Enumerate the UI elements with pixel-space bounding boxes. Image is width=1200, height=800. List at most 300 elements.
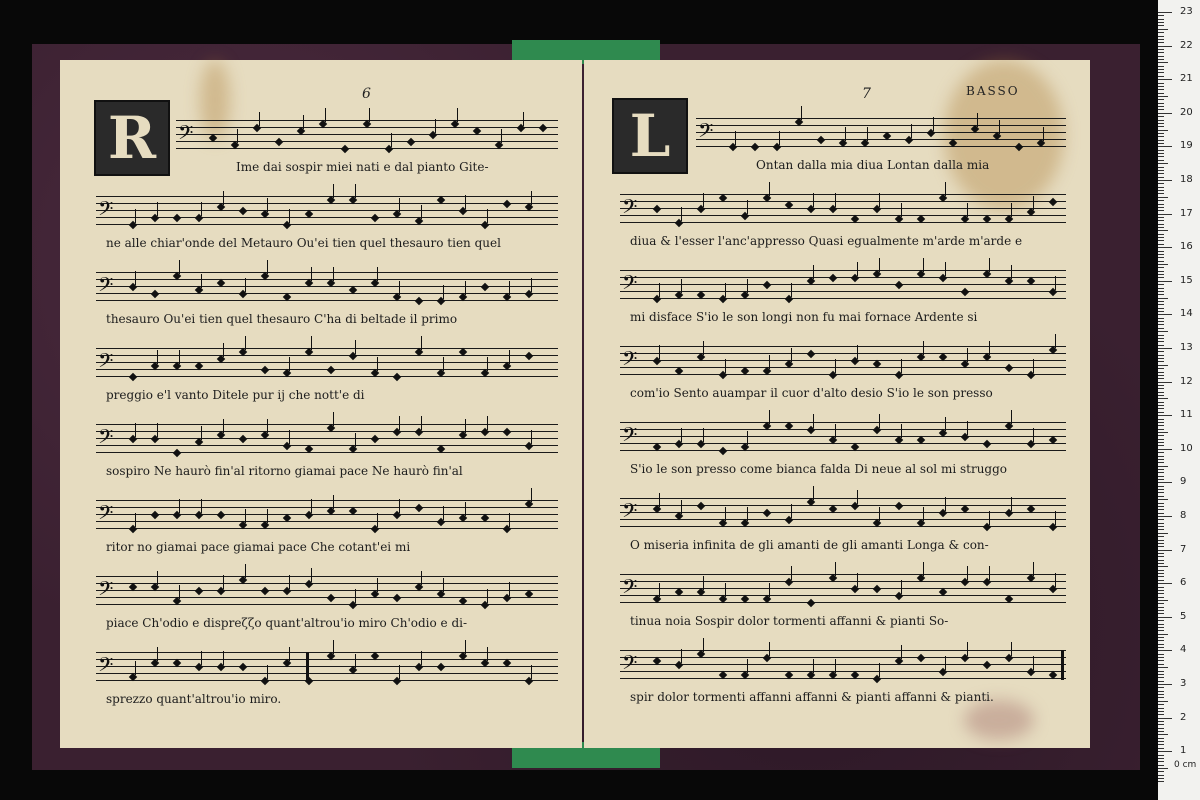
note-stem — [487, 416, 488, 430]
ruler-minor-tick — [1158, 543, 1164, 544]
note-stem — [377, 357, 378, 371]
note-stem — [369, 108, 370, 122]
ruler-number: 12 — [1180, 375, 1193, 387]
music-note — [173, 213, 181, 221]
ruler-number: 20 — [1180, 106, 1193, 118]
ruler-minor-tick — [1158, 708, 1164, 709]
ruler-tick — [1158, 12, 1172, 13]
ruler-minor-tick — [1158, 308, 1164, 309]
note-stem — [813, 659, 814, 673]
note-stem — [747, 200, 748, 214]
ruler-minor-tick — [1158, 741, 1164, 742]
ruler-tick — [1158, 113, 1172, 114]
staff-line — [96, 666, 558, 667]
note-stem — [355, 184, 356, 198]
music-note — [917, 653, 925, 661]
note-stem — [879, 414, 880, 428]
clef-sign: 𝄢 — [98, 273, 114, 301]
ruler-minor-tick — [1158, 435, 1164, 436]
note-stem — [1033, 562, 1034, 576]
ruler-minor-tick — [1158, 674, 1164, 675]
note-stem — [801, 106, 802, 120]
note-stem — [465, 281, 466, 295]
note-stem — [237, 129, 238, 143]
note-stem — [945, 262, 946, 276]
music-note — [217, 510, 225, 518]
music-note — [895, 501, 903, 509]
ruler-minor-tick — [1158, 721, 1164, 722]
ruler-minor-tick — [1158, 254, 1164, 255]
ruler-minor-tick — [1158, 351, 1164, 352]
note-stem — [531, 191, 532, 205]
music-note — [393, 593, 401, 601]
music-staff — [620, 574, 1066, 604]
staff-line — [620, 443, 1066, 444]
music-staff — [96, 424, 558, 454]
note-stem — [923, 258, 924, 272]
note-stem — [443, 578, 444, 592]
note-stem — [311, 568, 312, 582]
ruler-minor-tick — [1158, 93, 1164, 94]
ruler-minor-tick — [1158, 573, 1164, 574]
ruler-minor-tick — [1158, 29, 1168, 30]
note-stem — [835, 562, 836, 576]
staff-line — [620, 367, 1066, 368]
music-note — [415, 503, 423, 511]
lyric-line: spir dolor tormenti affanni affanni & pianti affanni & pianti. — [630, 690, 994, 704]
ruler-minor-tick — [1158, 106, 1164, 107]
note-stem — [201, 202, 202, 216]
note-stem — [735, 131, 736, 145]
ruler-minor-tick — [1158, 42, 1164, 43]
ruler-minor-tick — [1158, 781, 1164, 782]
note-stem — [399, 416, 400, 430]
left-page — [60, 60, 582, 748]
ruler-minor-tick — [1158, 560, 1164, 561]
staff-line — [696, 125, 1066, 126]
clef-sign: 𝄢 — [622, 499, 638, 527]
ruler-minor-tick — [1158, 691, 1164, 692]
note-stem — [487, 357, 488, 371]
ruler-minor-tick — [1158, 62, 1168, 63]
ruler-minor-tick — [1158, 116, 1164, 117]
note-stem — [311, 336, 312, 350]
ruler-minor-tick — [1158, 89, 1164, 90]
decorated-initial: R — [94, 100, 170, 176]
ruler-minor-tick — [1158, 240, 1164, 241]
note-stem — [1011, 410, 1012, 424]
ruler-tick — [1158, 79, 1172, 80]
staff-line — [96, 680, 558, 681]
ruler-number: 19 — [1180, 140, 1193, 152]
ruler-minor-tick — [1158, 469, 1164, 470]
ruler-minor-tick — [1158, 153, 1164, 154]
ruler-minor-tick — [1158, 445, 1164, 446]
ruler-minor-tick — [1158, 375, 1164, 376]
music-staff — [620, 498, 1066, 528]
ruler-minor-tick — [1158, 36, 1164, 37]
ruler-minor-tick — [1158, 546, 1164, 547]
ruler-minor-tick — [1158, 378, 1164, 379]
music-staff — [96, 500, 558, 530]
ruler-minor-tick — [1158, 576, 1164, 577]
note-stem — [769, 355, 770, 369]
note-stem — [377, 513, 378, 527]
ruler-tick — [1158, 348, 1172, 349]
ruler-minor-tick — [1158, 775, 1164, 776]
ruler-minor-tick — [1158, 368, 1164, 369]
staff-line — [620, 581, 1066, 582]
note-stem — [1011, 203, 1012, 217]
ruler-minor-tick — [1158, 503, 1164, 504]
ruler-minor-tick — [1158, 603, 1164, 604]
ruler-minor-tick — [1158, 496, 1164, 497]
staff-line — [620, 353, 1066, 354]
note-stem — [465, 640, 466, 654]
ruler-minor-tick — [1158, 251, 1164, 252]
lyric-line: ne alle chiar'onde del Metauro Ou'ei tien quel thesauro tien quel — [106, 236, 501, 250]
note-stem — [399, 281, 400, 295]
staff-line — [96, 576, 558, 577]
music-note — [539, 123, 547, 131]
ruler-minor-tick — [1158, 140, 1164, 141]
note-stem — [399, 665, 400, 679]
ruler-minor-tick — [1158, 728, 1164, 729]
note-stem — [681, 207, 682, 221]
ruler-minor-tick — [1158, 123, 1164, 124]
ink-stain — [964, 700, 1034, 740]
ruler-minor-tick — [1158, 570, 1164, 571]
note-stem — [501, 129, 502, 143]
ruler-number: 5 — [1180, 610, 1187, 622]
staff-line — [96, 196, 558, 197]
ruler-minor-tick — [1158, 271, 1164, 272]
ruler-minor-tick — [1158, 486, 1164, 487]
staff-line — [96, 528, 558, 529]
lyric-line: com'io Sento auampar il cuor d'alto desio S'io le son presso — [630, 386, 993, 400]
ruler-minor-tick — [1158, 640, 1164, 641]
note-stem — [835, 659, 836, 673]
note-stem — [911, 124, 912, 138]
note-stem — [267, 665, 268, 679]
ruler-minor-tick — [1158, 566, 1168, 567]
music-note — [173, 448, 181, 456]
staff-line — [96, 362, 558, 363]
ruler-minor-tick — [1158, 637, 1164, 638]
clef-sign: 𝄢 — [98, 577, 114, 605]
note-stem — [659, 583, 660, 597]
ruler-number: 10 — [1180, 442, 1193, 454]
ruler-minor-tick — [1158, 341, 1164, 342]
music-note — [239, 434, 247, 442]
note-stem — [531, 665, 532, 679]
ruler-minor-tick — [1158, 56, 1164, 57]
note-stem — [1055, 511, 1056, 525]
staff-line — [620, 588, 1066, 589]
note-stem — [835, 424, 836, 438]
ruler-minor-tick — [1158, 758, 1164, 759]
note-stem — [989, 566, 990, 580]
note-stem — [487, 647, 488, 661]
ruler-minor-tick — [1158, 479, 1164, 480]
note-stem — [967, 203, 968, 217]
staff-line — [620, 650, 1066, 651]
note-stem — [845, 127, 846, 141]
ruler-tick — [1158, 516, 1172, 517]
note-stem — [703, 428, 704, 442]
ruler-tick — [1158, 684, 1172, 685]
note-stem — [391, 133, 392, 147]
note-stem — [1011, 497, 1012, 511]
note-stem — [435, 119, 436, 133]
ruler-minor-tick — [1158, 398, 1168, 399]
ruler-number: 21 — [1180, 73, 1193, 85]
note-stem — [421, 416, 422, 430]
music-note — [503, 199, 511, 207]
note-stem — [747, 507, 748, 521]
ruler-minor-tick — [1158, 647, 1164, 648]
ruler-minor-tick — [1158, 136, 1164, 137]
note-stem — [135, 423, 136, 437]
lyric-line: preggio e'l vanto Ditele pur ij che nott'e di — [106, 388, 365, 402]
staff-line — [620, 526, 1066, 527]
clef-sign: 𝄢 — [98, 501, 114, 529]
note-stem — [179, 260, 180, 274]
ruler-minor-tick — [1158, 412, 1164, 413]
ruler-number: 18 — [1180, 174, 1193, 185]
note-stem — [967, 642, 968, 656]
page-number: 7 — [862, 86, 871, 102]
note-stem — [933, 117, 934, 131]
ruler-tick — [1158, 650, 1172, 651]
music-note — [807, 598, 815, 606]
staff-line — [620, 360, 1066, 361]
ruler-minor-tick — [1158, 210, 1164, 211]
staff-line — [620, 194, 1066, 195]
ruler-tick — [1158, 214, 1172, 215]
note-stem — [659, 493, 660, 507]
note-stem — [967, 348, 968, 362]
note-stem — [923, 341, 924, 355]
note-stem — [223, 419, 224, 433]
music-note — [393, 372, 401, 380]
lyric-line: Ontan dalla mia diua Lontan dalla mia — [756, 158, 990, 172]
ruler-minor-tick — [1158, 103, 1164, 104]
note-stem — [813, 486, 814, 500]
ruler-minor-tick — [1158, 15, 1164, 16]
note-stem — [879, 193, 880, 207]
ruler-minor-tick — [1158, 277, 1164, 278]
note-stem — [487, 209, 488, 223]
ruler-minor-tick — [1158, 126, 1164, 127]
ruler-minor-tick — [1158, 227, 1164, 228]
ruler-minor-tick — [1158, 183, 1164, 184]
ruler-minor-tick — [1158, 540, 1164, 541]
ruler-minor-tick — [1158, 120, 1164, 121]
note-stem — [377, 267, 378, 281]
music-note — [719, 446, 727, 454]
note-stem — [681, 428, 682, 442]
note-stem — [1033, 656, 1034, 670]
ruler-minor-tick — [1158, 419, 1164, 420]
ruler-minor-tick — [1158, 422, 1164, 423]
ruler-minor-tick — [1158, 536, 1164, 537]
note-stem — [135, 513, 136, 527]
note-stem — [747, 279, 748, 293]
music-note — [525, 351, 533, 359]
note-stem — [1055, 276, 1056, 290]
ruler-minor-tick — [1158, 748, 1164, 749]
staff-line — [620, 678, 1066, 679]
note-stem — [443, 357, 444, 371]
part-name-header: BASSO — [966, 84, 1020, 98]
ruler-minor-tick — [1158, 150, 1164, 151]
note-stem — [1043, 127, 1044, 141]
note-stem — [333, 412, 334, 426]
note-stem — [945, 497, 946, 511]
ruler-minor-tick — [1158, 513, 1164, 514]
ruler-minor-tick — [1158, 442, 1164, 443]
note-stem — [1011, 265, 1012, 279]
staff-line — [620, 201, 1066, 202]
ruler-minor-tick — [1158, 324, 1164, 325]
ruler-minor-tick — [1158, 630, 1164, 631]
ruler-number: 7 — [1180, 543, 1187, 555]
note-stem — [157, 571, 158, 585]
note-stem — [999, 120, 1000, 134]
ruler-minor-tick — [1158, 667, 1168, 668]
ruler-minor-tick — [1158, 109, 1164, 110]
ruler-minor-tick — [1158, 701, 1168, 702]
ruler-minor-tick — [1158, 466, 1168, 467]
music-note — [807, 349, 815, 357]
ruler-minor-tick — [1158, 167, 1164, 168]
ruler-minor-tick — [1158, 711, 1164, 712]
ruler-minor-tick — [1158, 301, 1164, 302]
ruler-minor-tick — [1158, 563, 1164, 564]
ruler-number: 15 — [1180, 274, 1193, 286]
note-stem — [325, 108, 326, 122]
note-stem — [179, 499, 180, 513]
ruler-minor-tick — [1158, 533, 1168, 534]
note-stem — [791, 283, 792, 297]
ruler-minor-tick — [1158, 244, 1164, 245]
note-stem — [923, 562, 924, 576]
staff-line — [96, 507, 558, 508]
ruler-minor-tick — [1158, 432, 1168, 433]
ruler-minor-tick — [1158, 489, 1164, 490]
note-stem — [725, 359, 726, 373]
ruler-minor-tick — [1158, 291, 1164, 292]
music-note — [239, 206, 247, 214]
ruler-minor-tick — [1158, 597, 1164, 598]
note-stem — [725, 507, 726, 521]
note-stem — [509, 281, 510, 295]
note-stem — [703, 576, 704, 590]
note-stem — [923, 507, 924, 521]
music-note — [983, 660, 991, 668]
note-stem — [465, 419, 466, 433]
note-stem — [267, 260, 268, 274]
note-stem — [245, 509, 246, 523]
note-stem — [457, 108, 458, 122]
ruler-minor-tick — [1158, 523, 1164, 524]
clef-sign: 𝄢 — [98, 349, 114, 377]
note-stem — [769, 642, 770, 656]
ruler-minor-tick — [1158, 274, 1164, 275]
ruler-number: 13 — [1180, 342, 1193, 353]
staff-line — [620, 595, 1066, 596]
music-note — [873, 584, 881, 592]
ruler-minor-tick — [1158, 130, 1168, 131]
note-stem — [967, 421, 968, 435]
ruler-minor-tick — [1158, 529, 1164, 530]
note-stem — [157, 647, 158, 661]
music-staff — [620, 270, 1066, 300]
ruler-minor-tick — [1158, 288, 1164, 289]
note-stem — [857, 490, 858, 504]
ruler-minor-tick — [1158, 83, 1164, 84]
note-stem — [791, 348, 792, 362]
ruler-minor-tick — [1158, 190, 1164, 191]
ruler-minor-tick — [1158, 385, 1164, 386]
music-staff — [696, 118, 1066, 148]
staff-line — [620, 436, 1066, 437]
ruler-minor-tick — [1158, 697, 1164, 698]
staff-line — [620, 602, 1066, 603]
note-stem — [311, 267, 312, 281]
note-stem — [157, 350, 158, 364]
staff-line — [96, 452, 558, 453]
ruler-minor-tick — [1158, 439, 1164, 440]
music-note — [983, 439, 991, 447]
clef-sign: 𝄢 — [622, 195, 638, 223]
lyric-line: piace Ch'odio e dispreζζo quant'altrou'io miro Ch'odio e di- — [106, 616, 468, 630]
ruler-minor-tick — [1158, 761, 1164, 762]
ruler-minor-tick — [1158, 526, 1164, 527]
note-stem — [703, 638, 704, 652]
note-stem — [523, 112, 524, 126]
music-note — [341, 144, 349, 152]
ruler-minor-tick — [1158, 86, 1164, 87]
ruler-minor-tick — [1158, 173, 1164, 174]
staff-line — [96, 652, 558, 653]
ruler-minor-tick — [1158, 25, 1164, 26]
ruler-minor-tick — [1158, 627, 1164, 628]
note-stem — [201, 426, 202, 440]
staff-line — [620, 519, 1066, 520]
lyric-line: thesauro Ou'ei tien quel thesauro C'ha di beltade il primo — [106, 312, 458, 326]
ruler-minor-tick — [1158, 321, 1164, 322]
staff-line — [96, 355, 558, 356]
ruler-minor-tick — [1158, 657, 1164, 658]
ruler-minor-tick — [1158, 425, 1164, 426]
ruler-minor-tick — [1158, 160, 1164, 161]
note-stem — [977, 113, 978, 127]
note-stem — [813, 193, 814, 207]
clef-sign: 𝄢 — [698, 119, 714, 147]
note-stem — [659, 345, 660, 359]
ruler-number: 14 — [1180, 308, 1193, 320]
ruler-minor-tick — [1158, 462, 1164, 463]
ruler-minor-tick — [1158, 237, 1164, 238]
staff-line — [620, 291, 1066, 292]
staff-line — [96, 300, 558, 301]
ruler-minor-tick — [1158, 59, 1164, 60]
note-stem — [659, 283, 660, 297]
ruler-minor-tick — [1158, 261, 1164, 262]
ruler-tick — [1158, 751, 1172, 752]
